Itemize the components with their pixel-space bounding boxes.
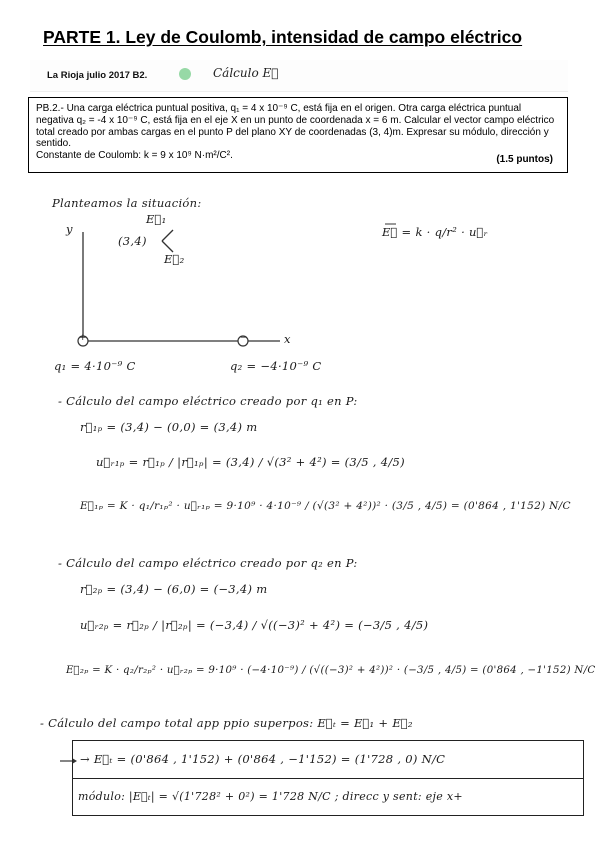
q2-value: q₂ = −4·10⁻⁹ C xyxy=(230,359,322,373)
point-p-label: (3,4) xyxy=(118,234,147,248)
e2-label: E⃗₂ xyxy=(164,252,185,266)
y-axis-label: y xyxy=(66,222,73,236)
result-divider xyxy=(72,778,584,779)
sketch-heading: Planteamos la situación: xyxy=(52,196,202,210)
problem-statement: PB.2.- Una carga eléctrica puntual positiva, q₁ = 4 x 10⁻⁹ C, está fija en el origen. Otra carga eléctrica puntual negativa q₂ = -4 x 10⁻⁹ C, está fija en el eje X en un punto de coordenada x = 6 m. Calcular el vector campo eléctrico total creado por ambas cargas en el punto P del plano XY de coordenadas (3, 4)m. Expresar su módulo, dirección y sentido. xyxy=(36,103,555,150)
coulomb-constant: Constante de Coulomb: k = 9 x 10⁹ N·m²/C². xyxy=(36,150,233,162)
page-title: PARTE 1. Ley de Coulomb, intensidad de campo eléctrico xyxy=(43,27,523,47)
field2-unit-vector: u⃗ᵣ₂ₚ = r⃗₂ₚ / |r⃗₂ₚ| = (−3,4) / √((−3)² + 4²) = (−3/5 , 4/5) xyxy=(80,618,429,632)
e1-vector xyxy=(162,230,173,241)
field2-result: E⃗₂ₚ = K · q₂/r₂ₚ² · u⃗ᵣ₂ₚ = 9·10⁹ · (−4·10⁻⁹) / (√((−3)² + 4²))² · (−3/5 , 4/5) = (0'864 , −1'152) N/C xyxy=(66,665,596,676)
total-field-sum: → E⃗ₜ = (0'864 , 1'152) + (0'864 , −1'152) = (1'728 , 0) N/C xyxy=(80,752,446,766)
x-axis-label: x xyxy=(284,332,291,346)
charge1-sign: + xyxy=(79,333,87,343)
field2-r-vector: r⃗₂ₚ = (3,4) − (6,0) = (−3,4) m xyxy=(80,582,268,596)
problem-points: (1.5 puntos) xyxy=(496,154,553,166)
charge2-sign: − xyxy=(240,333,248,343)
exam-source: La Rioja julio 2017 B2. xyxy=(47,70,148,81)
coulomb-formula: E⃗ = k · q/r² · u⃗ᵣ xyxy=(382,225,488,239)
q1-value: q₁ = 4·10⁻⁹ C xyxy=(54,359,136,373)
field1-unit-vector: u⃗ᵣ₁ₚ = r⃗₁ₚ / |r⃗₁ₚ| = (3,4) / √(3² + 4²) = (3/5 , 4/5) xyxy=(96,455,405,469)
total-heading: - Cálculo del campo total app ppio superpos: E⃗ₜ = E⃗₁ + E⃗₂ xyxy=(40,716,413,730)
field1-r-vector: r⃗₁ₚ = (3,4) − (0,0) = (3,4) m xyxy=(80,420,258,434)
field1-result: E⃗₁ₚ = K · q₁/r₁ₚ² · u⃗ᵣ₁ₚ = 9·10⁹ · 4·10⁻⁹ / (√(3² + 4²))² · (3/5 , 4/5) = (0'864 , 1'152) N/C xyxy=(80,500,571,512)
e1-label: E⃗₁ xyxy=(146,212,167,226)
total-modulus: módulo: |E⃗ₜ| = √(1'728² + 0²) = 1'728 N/C ; direcc y sent: eje x+ xyxy=(78,790,463,803)
topic-note: Cálculo E⃗ xyxy=(213,66,279,80)
e2-vector xyxy=(162,241,173,252)
field2-heading: - Cálculo del campo eléctrico creado por q₂ en P: xyxy=(58,556,358,570)
field1-heading: - Cálculo del campo eléctrico creado por q₁ en P: xyxy=(58,394,358,408)
